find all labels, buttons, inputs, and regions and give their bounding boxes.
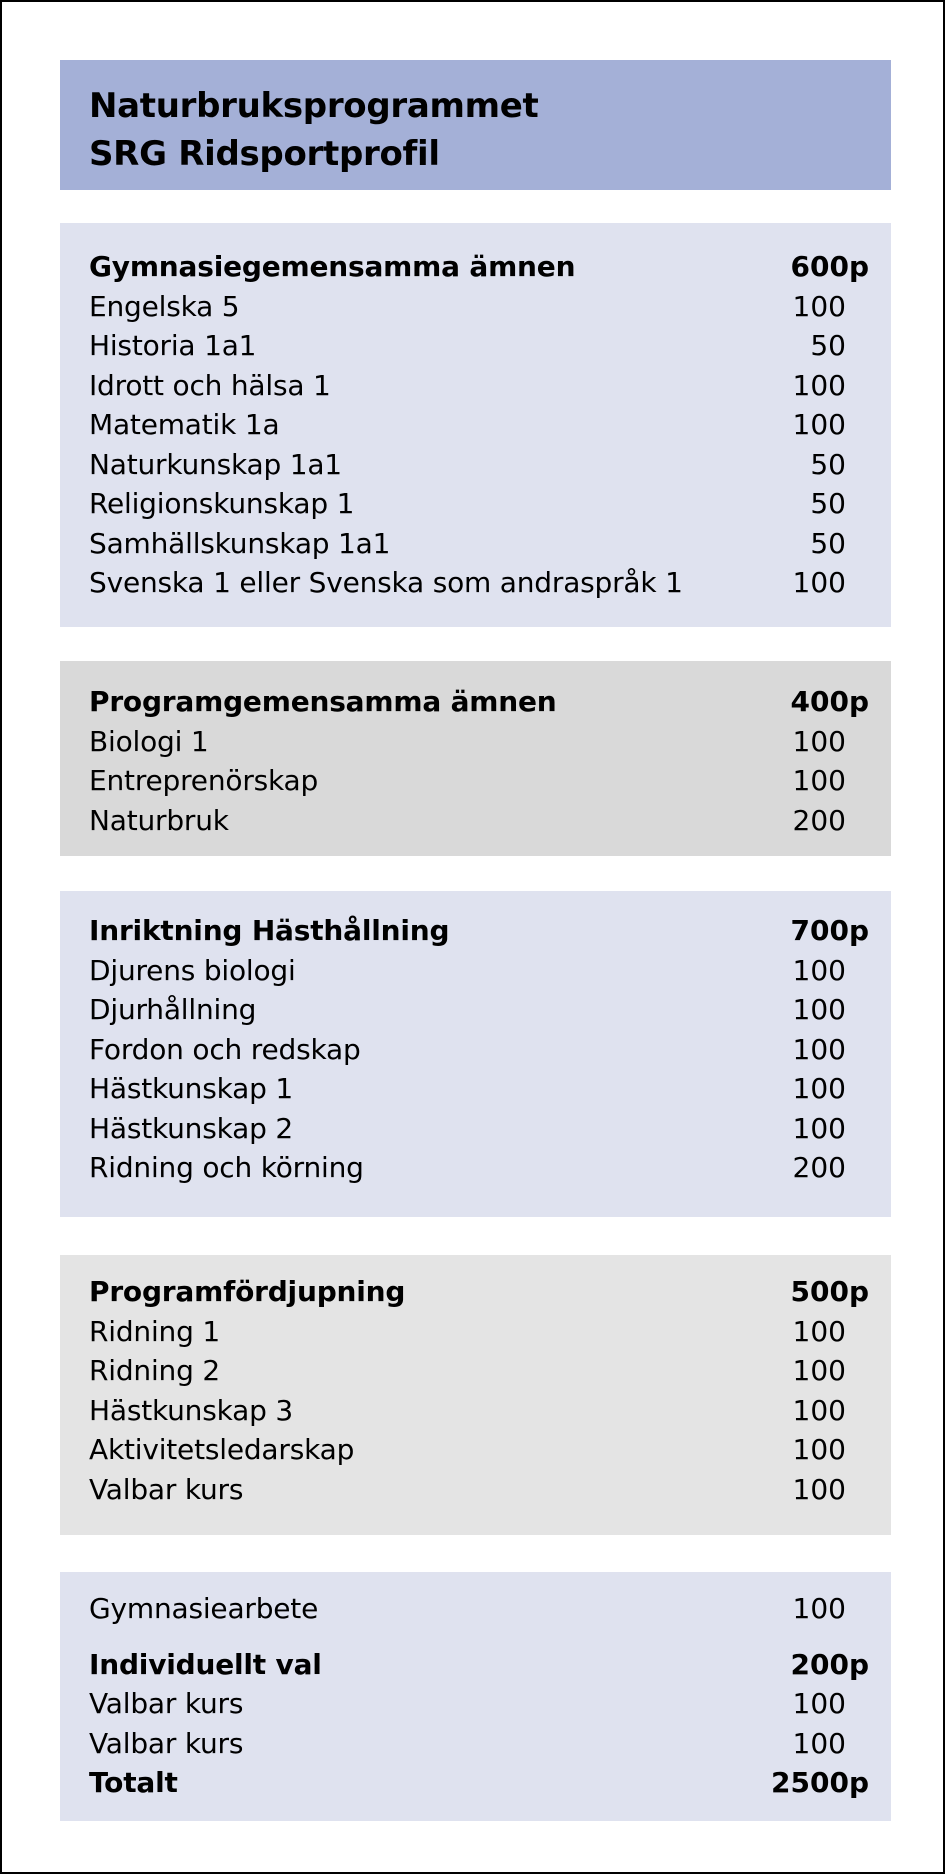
course-points: 50 — [810, 487, 846, 520]
course-name: Valbar kurs — [89, 1687, 244, 1720]
course-name: Valbar kurs — [89, 1726, 244, 1760]
course-name: Engelska 5 — [89, 289, 240, 323]
course-points: 100 — [792, 764, 846, 797]
section-inriktning — [60, 891, 891, 1217]
course-name: Hästkunskap 2 — [89, 1111, 293, 1145]
section-heading — [60, 682, 891, 722]
course-points: 100 — [792, 1592, 846, 1625]
course-row — [60, 1724, 891, 1764]
course-name: Djurens biologi — [89, 953, 296, 987]
section-gymnasiegemensamma — [60, 223, 891, 627]
section-title: Programgemensamma ämnen — [89, 685, 557, 718]
course-points: 100 — [792, 368, 846, 402]
course-points: 100 — [792, 1111, 846, 1145]
section-total: 700p — [790, 914, 869, 947]
course-name: Fordon och redskap — [89, 1032, 361, 1066]
course-row — [60, 524, 891, 564]
course-name: Ridning och körning — [89, 1151, 364, 1184]
section-title: Programfördjupning — [89, 1275, 406, 1308]
course-points: 50 — [810, 447, 846, 481]
course-points: 200 — [792, 803, 846, 837]
total-value: 2500p — [771, 1766, 869, 1799]
course-name: Ridning 1 — [89, 1314, 220, 1348]
section-heading — [60, 247, 891, 287]
course-points: 100 — [792, 724, 846, 758]
course-name: Samhällskunskap 1a1 — [89, 526, 391, 560]
course-points: 100 — [792, 1072, 846, 1105]
program-title: Naturbruksprogrammet — [89, 86, 539, 126]
course-row — [60, 1470, 891, 1510]
course-points: 100 — [792, 1354, 846, 1387]
course-row — [60, 1391, 891, 1431]
section-total: 400p — [790, 685, 869, 718]
section-total: 600p — [790, 250, 869, 283]
course-points: 100 — [792, 289, 846, 323]
course-row — [60, 445, 891, 485]
course-points: 100 — [792, 1687, 846, 1720]
course-row — [60, 990, 891, 1030]
course-name: Matematik 1a — [89, 408, 280, 441]
course-row — [60, 1030, 891, 1070]
course-row — [60, 287, 891, 327]
course-name: Hästkunskap 3 — [89, 1393, 293, 1427]
course-name: Ridning 2 — [89, 1354, 220, 1387]
course-points: 100 — [792, 1472, 846, 1506]
course-row — [60, 1351, 891, 1391]
course-name: Hästkunskap 1 — [89, 1072, 293, 1105]
course-points: 100 — [792, 1726, 846, 1760]
course-row — [60, 1069, 891, 1109]
course-row — [60, 951, 891, 991]
section-heading — [60, 1272, 891, 1312]
course-row — [60, 366, 891, 406]
course-row — [60, 761, 891, 801]
course-points: 100 — [792, 1433, 846, 1466]
course-row — [60, 1109, 891, 1149]
course-row — [60, 1684, 891, 1724]
course-row — [60, 1312, 891, 1352]
course-name: Svenska 1 eller Svenska som andraspråk 1 — [89, 566, 683, 599]
section-programfordjupning — [60, 1255, 891, 1535]
course-points: 100 — [792, 1393, 846, 1427]
course-row — [60, 326, 891, 366]
course-row — [60, 722, 891, 762]
course-points: 100 — [792, 953, 846, 987]
course-row — [60, 563, 891, 603]
course-name: Historia 1a1 — [89, 329, 257, 362]
course-row — [60, 1148, 891, 1188]
section-ovrigt — [60, 1572, 891, 1821]
course-points: 100 — [792, 566, 846, 599]
course-points: 100 — [792, 993, 846, 1026]
course-points: 100 — [792, 1032, 846, 1066]
course-row — [60, 484, 891, 524]
program-profile: SRG Ridsportprofil — [89, 134, 440, 174]
section-programgemensamma — [60, 661, 891, 856]
section-title: Gymnasiegemensamma ämnen — [89, 250, 576, 283]
total-label: Totalt — [89, 1766, 178, 1799]
course-row — [60, 1589, 891, 1629]
course-name: Naturkunskap 1a1 — [89, 447, 342, 481]
spacer — [60, 1629, 891, 1645]
course-name: Entreprenörskap — [89, 764, 319, 797]
course-points: 50 — [810, 526, 846, 560]
course-name: Idrott och hälsa 1 — [89, 368, 331, 402]
course-name: Aktivitetsledarskap — [89, 1433, 355, 1466]
course-points: 50 — [810, 329, 846, 362]
section-total: 500p — [790, 1275, 869, 1308]
course-name: Biologi 1 — [89, 724, 209, 758]
total-row — [60, 1763, 891, 1803]
program-header — [60, 60, 891, 190]
course-name: Religionskunskap 1 — [89, 487, 355, 520]
course-row — [60, 1430, 891, 1470]
course-name: Djurhållning — [89, 993, 257, 1026]
course-row — [60, 405, 891, 445]
section-heading — [60, 911, 891, 951]
course-name: Valbar kurs — [89, 1472, 244, 1506]
course-points: 100 — [792, 1314, 846, 1348]
section-title: Inriktning Hästhållning — [89, 914, 450, 947]
section-heading — [60, 1645, 891, 1685]
course-row — [60, 801, 891, 841]
course-points: 200 — [792, 1151, 846, 1184]
course-name: Naturbruk — [89, 803, 229, 837]
course-name: Gymnasiearbete — [89, 1592, 319, 1625]
section-total: 200p — [790, 1647, 869, 1681]
course-points: 100 — [792, 408, 846, 441]
section-title: Individuellt val — [89, 1647, 322, 1681]
